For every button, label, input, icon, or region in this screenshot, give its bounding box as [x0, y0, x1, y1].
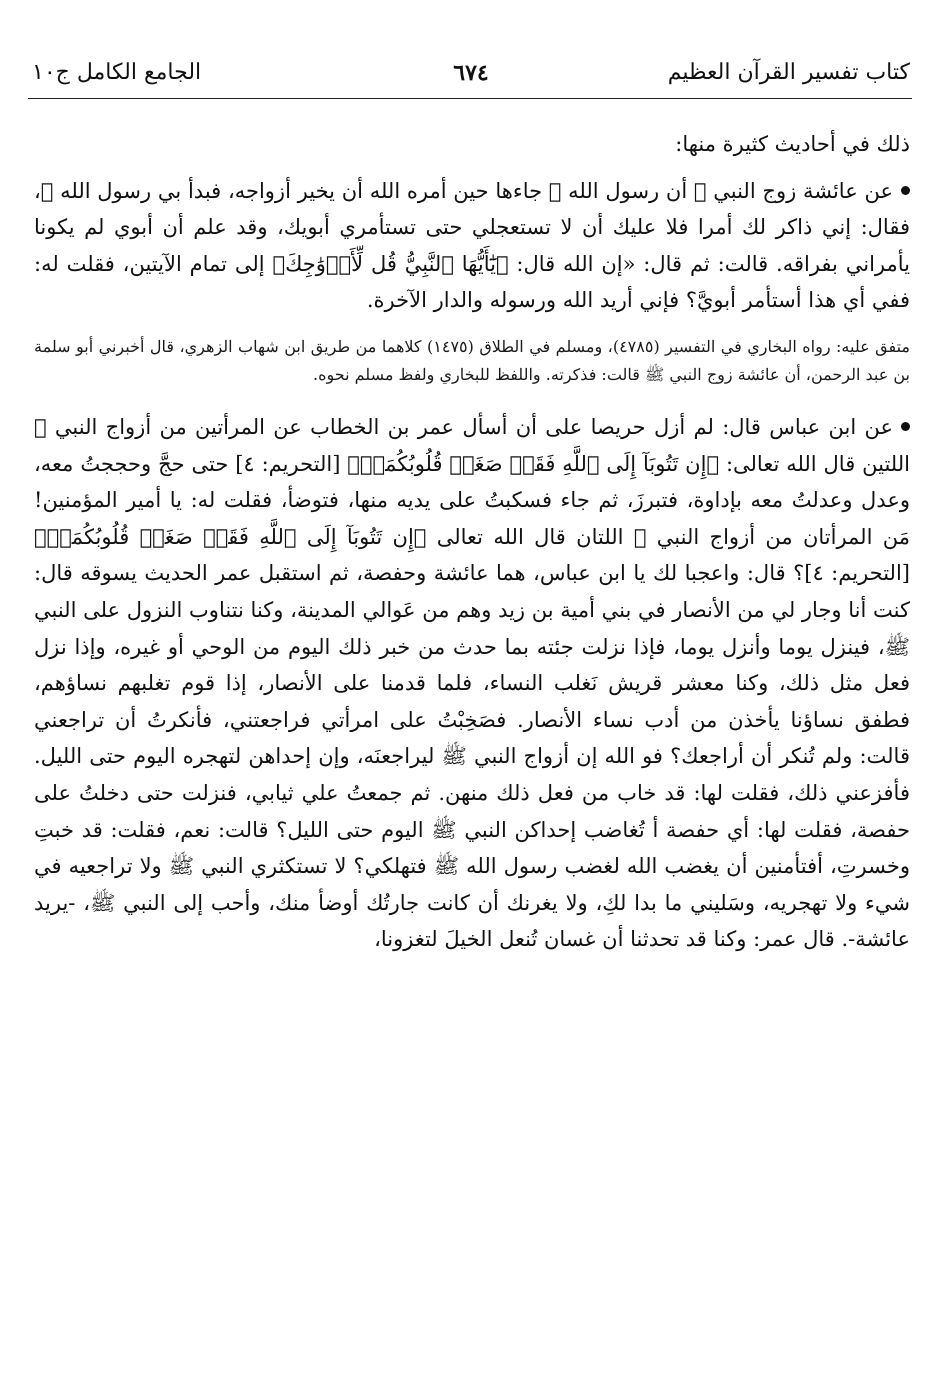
hadith-text: عن عائشة زوج النبي ﷺ أن رسول الله ﷺ جاءها حين أمره الله أن يخير أزواجه، فبدأ بي رسول الله ﷺ، فقال: إني ذاكر لك أمرا فلا عليك أن لا تستعجلي حتى تستأمري أبويك، وقد علم أن أبوي لم يكونا يأمراني بفراقه. قالت: ثم قال: «إن الله قال: ﴿يَٰٓأَيُّهَا ٱلنَّبِيُّ قُل لِّأَزۡوَٰجِكَ﴾ إلى تمام الآيتين، فقلت له: ففي أي هذا أستأمر أبويَّ؟ فإني أريد الله ورسوله والدار الآخرة.: [34, 178, 910, 313]
hadith-paragraph: [34, 409, 910, 958]
page-content: [34, 126, 910, 958]
intro-line: ذلك في أحاديث كثيرة منها:: [675, 132, 910, 156]
bullet-icon: [901, 186, 910, 195]
volume-label: الجامع الكامل ج١٠: [32, 60, 202, 85]
book-title: كتاب تفسير القرآن العظيم: [667, 60, 910, 85]
bullet-icon: [901, 422, 910, 431]
hadith-paragraph: [34, 173, 910, 319]
page-number: ٦٧٤: [453, 60, 489, 86]
header-divider: [28, 98, 912, 99]
hadith-note: متفق عليه: رواه البخاري في التفسير (٤٧٨٥)، ومسلم في الطلاق (١٤٧٥) كلاهما من طريق ابن شهاب الزهري، قال أخبرني أبو سلمة بن عبد الرحمن، أن عائشة زوج النبي ﷺ قالت: فذكرته. واللفظ للبخاري ولفظ مسلم نحوه.: [34, 336, 910, 384]
running-header: [32, 58, 910, 94]
hadith-text: عن ابن عباس قال: لم أزل حريصا على أن أسأل عمر بن الخطاب عن المرأتين من أزواج النبي ﷺ اللتين قال الله تعالى: ﴿إِن تَتُوبَآ إِلَى ٱللَّهِ فَقَدۡ صَغَتۡ قُلُوبُكُمَاۖ﴾ [التحريم: ٤] حتى حجَّ وحججتُ معه، وعدل وعدلتُ معه بإداوة، فتبرزَ، ثم جاء فسكبتُ على يديه منها، فتوضأ، فقلت له: يا أمير المؤمنين! مَن المرأتان من أزواج النبي ﷺ اللتان قال الله تعالى ﴿إِن تَتُوبَآ إِلَى ٱللَّهِ فَقَدۡ صَغَتۡ قُلُوبُكُمَاۖ﴾ [التحريم: ٤]؟ قال: واعجبا لك يا ابن عباس، هما عائشة وحفصة، ثم استقبل عمر الحديث يسوقه قال: كنت أنا وجار لي من الأنصار في بني أمية بن زيد وهم من عَوالي المدينة، وكنا نتناوب النزول على النبي ﷺ، فينزل يوما وأنزل يوما، فإذا نزلت جئته بما حدث من خبر ذلك اليوم من الوحي أو غيره، وإذا نزل فعل مثل ذلك، وكنا معشر قريش نَغلب النساء، فلما قدمنا على الأنصار، إذا قوم تغلبهم نساؤهم، فطفق نساؤنا يأخذن من أدب نساء الأنصار. فصَخِبْتُ على امرأتي فراجعتني، فأنكرتُ أن تراجعني قالت: ولم تُنكر أن أراجعك؟ فو الله إن أزواج النبي ﷺ ليراجعنَه، وإن إحداهن لتهجره اليوم حتى الليل. فأفزعني ذلك، فقلت لها: قد خاب من فعل ذلك منهن. ثم جمعتُ علي ثيابي، فنزلت حتى دخلتُ على حفصة، فقلت لها: أي حفصة أ تُغاضب إحداكن النبي ﷺ اليوم حتى الليل؟ قالت: نعم، فقلت: قد خبتِ وخسرتِ، أفتأمنين أن يغضب الله لغضب رسول الله ﷺ فتهلكي؟ لا تستكثري النبي ﷺ ولا تراجعيه في شيء ولا تهجريه، وسَليني ما بدا لكِ، ولا يغرنك أن كانت جارتُك أوضأ منك، وأحب إلى النبي ﷺ، -يريد عائشة-. قال عمر: وكنا قد تحدثنا أن غسان تُنعل الخيلَ لتغزونا،: [34, 414, 910, 952]
